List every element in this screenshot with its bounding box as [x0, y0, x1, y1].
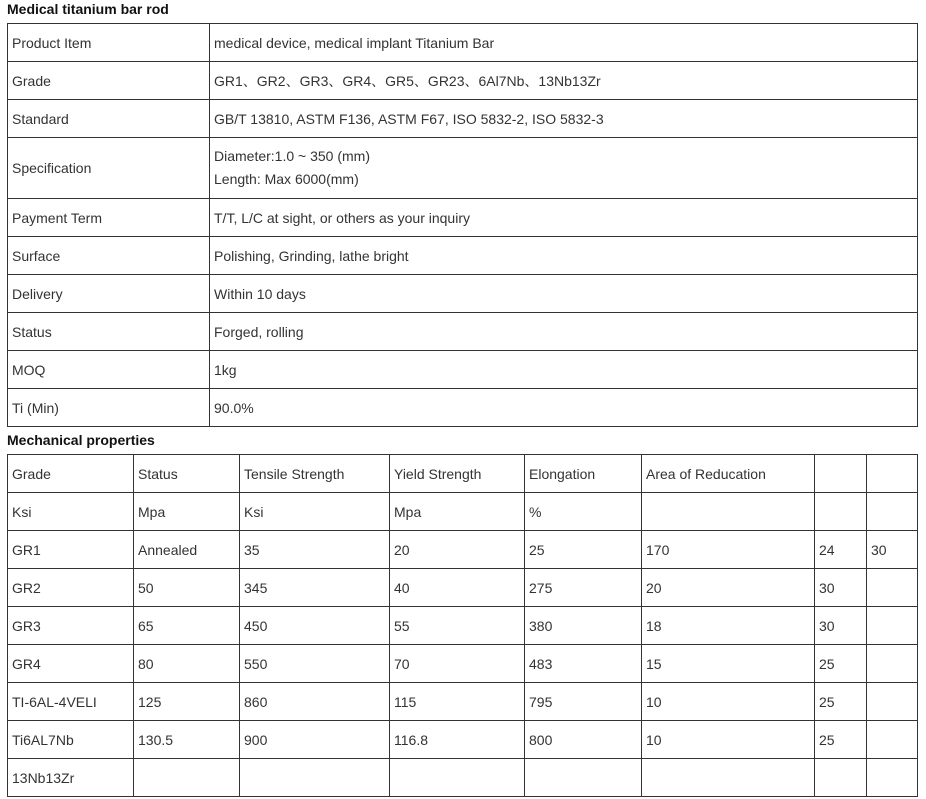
- table-row: [8, 100, 918, 138]
- cell-extra-2: [867, 759, 918, 797]
- cell-extra-2: [867, 607, 918, 645]
- cell-area-of-reduction: 20: [642, 569, 815, 607]
- spec-value: Forged, rolling: [210, 313, 918, 351]
- mechanical-properties-table: [7, 454, 918, 797]
- cell-grade: GR2: [8, 569, 134, 607]
- cell-tensile-strength: 450: [240, 607, 390, 645]
- cell-yield-strength: Mpa: [390, 493, 525, 531]
- spec-line-length: Length: Max 6000(mm): [214, 171, 359, 187]
- cell-grade: GR1: [8, 531, 134, 569]
- cell-elongation: 483: [525, 645, 642, 683]
- spec-value: GR1、GR2、GR3、GR4、GR5、GR23、6Al7Nb、13Nb13Zr: [210, 62, 918, 100]
- cell-tensile-strength: Ksi: [240, 493, 390, 531]
- cell-grade: Grade: [8, 455, 134, 493]
- table-row: [8, 237, 918, 275]
- cell-grade: GR4: [8, 645, 134, 683]
- cell-elongation: 275: [525, 569, 642, 607]
- cell-status: 125: [134, 683, 240, 721]
- cell-elongation: 25: [525, 531, 642, 569]
- cell-grade: Ksi: [8, 493, 134, 531]
- cell-area-of-reduction: 10: [642, 683, 815, 721]
- spec-label: Surface: [8, 237, 210, 275]
- cell-tensile-strength: Tensile Strength: [240, 455, 390, 493]
- table-row: [8, 199, 918, 237]
- spec-label: MOQ: [8, 351, 210, 389]
- cell-grade: TI-6AL-4VELI: [8, 683, 134, 721]
- cell-extra-2: 30: [867, 531, 918, 569]
- cell-area-of-reduction: 170: [642, 531, 815, 569]
- cell-extra-1: [815, 455, 867, 493]
- cell-area-of-reduction: 10: [642, 721, 815, 759]
- cell-extra-1: 30: [815, 607, 867, 645]
- cell-status: Status: [134, 455, 240, 493]
- cell-extra-1: 25: [815, 645, 867, 683]
- cell-elongation: [525, 759, 642, 797]
- cell-grade: GR3: [8, 607, 134, 645]
- cell-yield-strength: Yield Strength: [390, 455, 525, 493]
- spec-label: Payment Term: [8, 199, 210, 237]
- cell-extra-2: [867, 493, 918, 531]
- spec-value: T/T, L/C at sight, or others as your inquiry: [210, 199, 918, 237]
- spec-value: [210, 138, 918, 199]
- cell-extra-1: 24: [815, 531, 867, 569]
- table-row: [8, 62, 918, 100]
- section-title-medical-titanium-bar-rod: Medical titanium bar rod: [7, 1, 169, 17]
- product-spec-table: [7, 23, 918, 427]
- cell-tensile-strength: 900: [240, 721, 390, 759]
- cell-status: 50: [134, 569, 240, 607]
- table-row: [8, 721, 918, 759]
- table-header-row: [8, 455, 918, 493]
- spec-label: Grade: [8, 62, 210, 100]
- cell-yield-strength: 55: [390, 607, 525, 645]
- cell-extra-1: 30: [815, 569, 867, 607]
- cell-status: Mpa: [134, 493, 240, 531]
- cell-extra-2: [867, 645, 918, 683]
- table-row: [8, 389, 918, 427]
- cell-tensile-strength: 345: [240, 569, 390, 607]
- cell-elongation: Elongation: [525, 455, 642, 493]
- spec-label: Specification: [8, 138, 210, 199]
- table-row: [8, 607, 918, 645]
- cell-area-of-reduction: 18: [642, 607, 815, 645]
- table-row: [8, 351, 918, 389]
- cell-elongation: 800: [525, 721, 642, 759]
- cell-status: [134, 759, 240, 797]
- cell-tensile-strength: 550: [240, 645, 390, 683]
- cell-status: 65: [134, 607, 240, 645]
- spec-value: 1kg: [210, 351, 918, 389]
- table-row: [8, 24, 918, 62]
- spec-line-diameter: Diameter:1.0 ~ 350 (mm): [214, 148, 370, 164]
- spec-value: Within 10 days: [210, 275, 918, 313]
- spec-value: GB/T 13810, ASTM F136, ASTM F67, ISO 5832-2, ISO 5832-3: [210, 100, 918, 138]
- cell-yield-strength: 115: [390, 683, 525, 721]
- cell-tensile-strength: 860: [240, 683, 390, 721]
- cell-yield-strength: [390, 759, 525, 797]
- cell-elongation: %: [525, 493, 642, 531]
- spec-value: Polishing, Grinding, lathe bright: [210, 237, 918, 275]
- spec-value: medical device, medical implant Titanium Bar: [210, 24, 918, 62]
- cell-extra-2: [867, 569, 918, 607]
- spec-label: Status: [8, 313, 210, 351]
- cell-extra-2: [867, 683, 918, 721]
- table-row: [8, 759, 918, 797]
- section-title-mechanical-properties: Mechanical properties: [7, 432, 155, 448]
- cell-tensile-strength: [240, 759, 390, 797]
- cell-area-of-reduction: [642, 759, 815, 797]
- cell-yield-strength: 116.8: [390, 721, 525, 759]
- cell-grade: 13Nb13Zr: [8, 759, 134, 797]
- cell-grade: Ti6AL7Nb: [8, 721, 134, 759]
- table-header-row: [8, 493, 918, 531]
- spec-label: Product Item: [8, 24, 210, 62]
- table-row: [8, 313, 918, 351]
- cell-extra-1: [815, 493, 867, 531]
- table-row: [8, 275, 918, 313]
- cell-area-of-reduction: 15: [642, 645, 815, 683]
- cell-area-of-reduction: [642, 493, 815, 531]
- cell-yield-strength: 20: [390, 531, 525, 569]
- table-row: [8, 569, 918, 607]
- spec-label: Ti (Min): [8, 389, 210, 427]
- cell-status: 80: [134, 645, 240, 683]
- table-row: [8, 645, 918, 683]
- spec-label: Standard: [8, 100, 210, 138]
- spec-label: Delivery: [8, 275, 210, 313]
- cell-yield-strength: 40: [390, 569, 525, 607]
- cell-area-of-reduction: Area of Reducation: [642, 455, 815, 493]
- cell-extra-2: [867, 455, 918, 493]
- spec-value: 90.0%: [210, 389, 918, 427]
- cell-extra-2: [867, 721, 918, 759]
- table-row: [8, 138, 918, 199]
- cell-elongation: 380: [525, 607, 642, 645]
- table-row: [8, 683, 918, 721]
- cell-tensile-strength: 35: [240, 531, 390, 569]
- cell-extra-1: 25: [815, 721, 867, 759]
- cell-extra-1: 25: [815, 683, 867, 721]
- cell-elongation: 795: [525, 683, 642, 721]
- cell-status: 130.5: [134, 721, 240, 759]
- cell-status: Annealed: [134, 531, 240, 569]
- cell-extra-1: [815, 759, 867, 797]
- table-row: [8, 531, 918, 569]
- cell-yield-strength: 70: [390, 645, 525, 683]
